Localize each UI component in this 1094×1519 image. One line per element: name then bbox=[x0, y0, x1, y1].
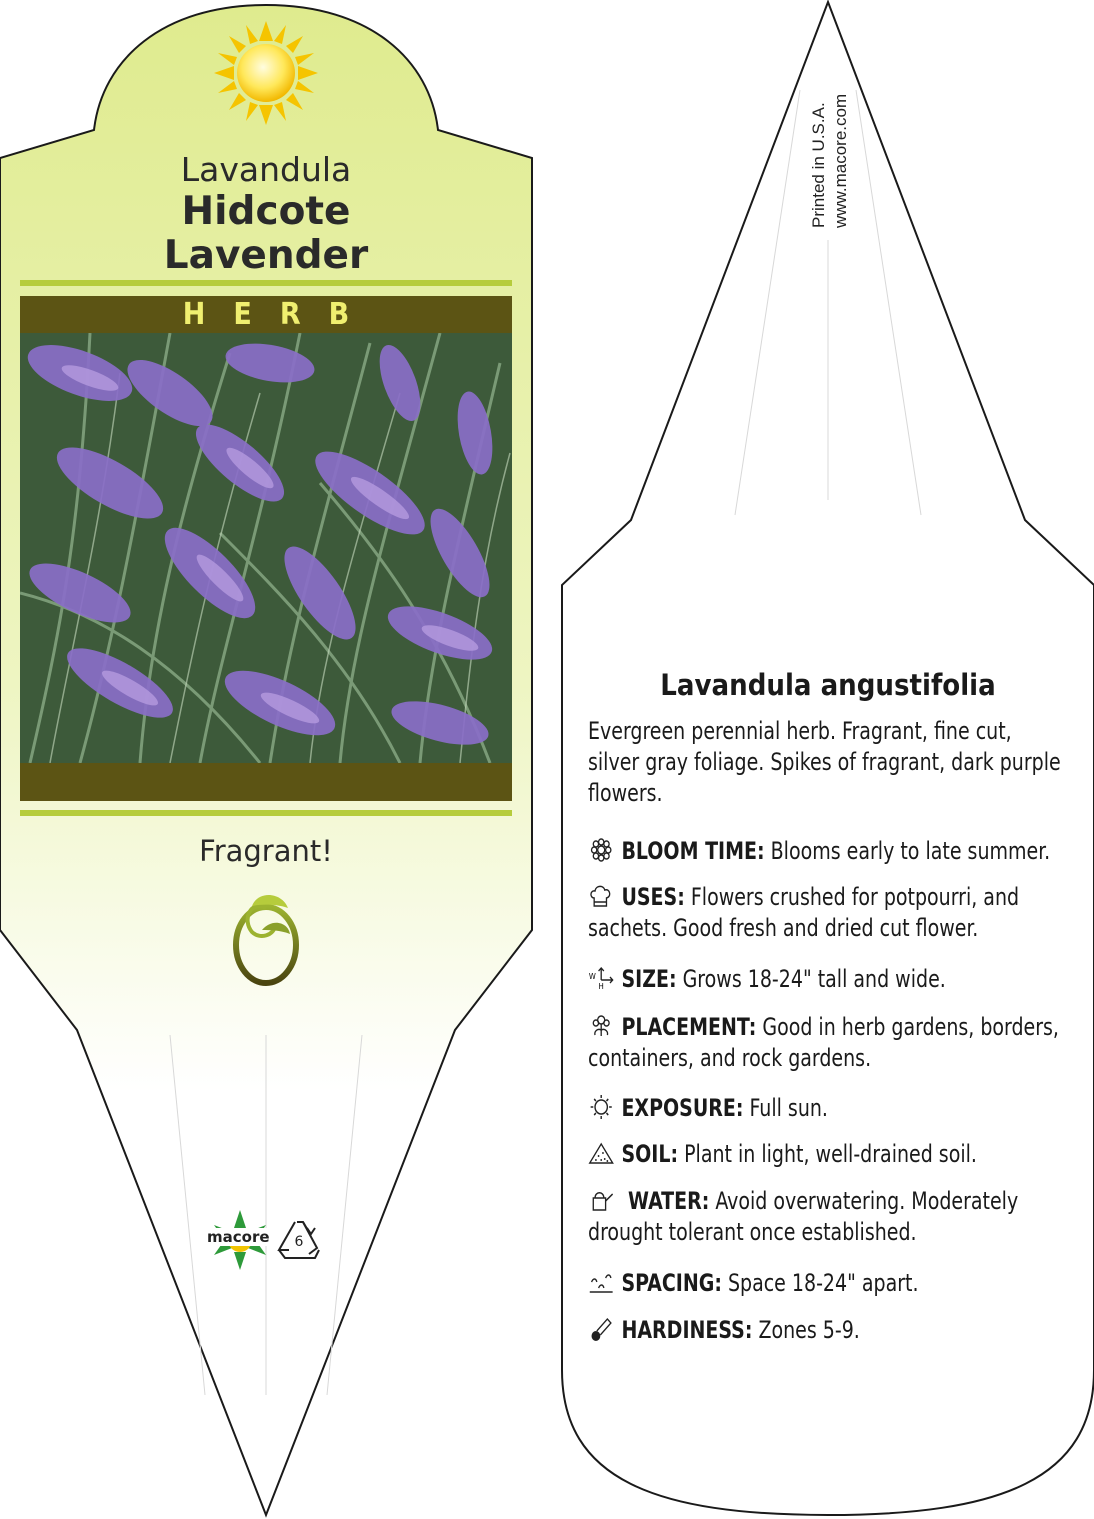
plant-placement-icon bbox=[588, 1014, 614, 1038]
size-text: Grows 18-24" tall and wide. bbox=[676, 965, 946, 993]
water-label: WATER: bbox=[621, 1187, 710, 1215]
common-name bbox=[20, 190, 512, 278]
thermometer-icon bbox=[588, 1317, 614, 1341]
hardiness-row bbox=[588, 1315, 1061, 1346]
printed-in: Printed in U.S.A. bbox=[809, 102, 828, 228]
sun-icon bbox=[214, 21, 318, 125]
size-row bbox=[588, 964, 1061, 995]
lavender-photo bbox=[20, 333, 512, 763]
hardiness-label: HARDINESS: bbox=[621, 1316, 753, 1344]
genus-name: Lavandula bbox=[180, 150, 352, 189]
bloom-time-row bbox=[588, 836, 1061, 867]
photo-bottom-band bbox=[20, 763, 512, 801]
soil-pile-icon bbox=[588, 1141, 614, 1165]
placement-text: Good in herb gardens, borders, containers, and rock gardens. bbox=[588, 1013, 1059, 1072]
accent-line-bottom bbox=[20, 810, 512, 816]
flower-icon bbox=[588, 838, 614, 862]
plant-description: Evergreen perennial herb. Fragrant, fine cut, silver gray foliage. Spikes of fragrant, dark purple flowers. bbox=[588, 717, 1061, 807]
size-arrows-icon bbox=[588, 966, 614, 990]
brand-name: macore bbox=[207, 1228, 270, 1246]
soil-text: Plant in light, well-drained soil. bbox=[678, 1140, 977, 1168]
bloom-time-text: Blooms early to late summer. bbox=[764, 837, 1051, 865]
uses-label: USES: bbox=[621, 883, 685, 911]
water-row bbox=[588, 1186, 1061, 1248]
tagline: Fragrant! bbox=[199, 834, 333, 868]
exposure-text: Full sun. bbox=[743, 1094, 828, 1122]
chef-hat-icon bbox=[588, 884, 614, 908]
common-name-line1: Hidcote bbox=[181, 189, 351, 234]
soil-label: SOIL: bbox=[621, 1140, 679, 1168]
placement-label: PLACEMENT: bbox=[621, 1013, 757, 1041]
spacing-plants-icon bbox=[588, 1270, 614, 1294]
watering-can-icon bbox=[588, 1188, 614, 1212]
size-icon-w: W bbox=[588, 971, 596, 982]
sun-outline-icon bbox=[588, 1095, 614, 1119]
printing-info bbox=[808, 28, 868, 228]
bloom-time-label: BLOOM TIME: bbox=[621, 837, 765, 865]
spacing-text: Space 18-24" apart. bbox=[721, 1269, 919, 1297]
water-text: Avoid overwatering. Moderately drought tolerant once established. bbox=[588, 1187, 1019, 1246]
size-label: SIZE: bbox=[621, 965, 677, 993]
size-icon-h: H bbox=[598, 981, 604, 990]
exposure-row bbox=[588, 1093, 1061, 1124]
accent-line-top bbox=[20, 280, 512, 286]
exposure-label: EXPOSURE: bbox=[621, 1094, 744, 1122]
uses-row bbox=[588, 882, 1061, 944]
common-name-line2: Lavender bbox=[163, 233, 369, 278]
botanical-name: Lavandula angustifolia bbox=[660, 668, 996, 702]
website: www.macore.com bbox=[831, 93, 850, 228]
spacing-row bbox=[588, 1268, 1061, 1299]
soil-row bbox=[588, 1139, 1061, 1170]
category-label: HERB bbox=[182, 297, 378, 332]
lavender-photo-art bbox=[20, 333, 512, 763]
hardiness-text: Zones 5-9. bbox=[752, 1316, 860, 1344]
recycle-code: 6 bbox=[294, 1234, 304, 1250]
placement-row bbox=[588, 1012, 1061, 1074]
spacing-label: SPACING: bbox=[621, 1269, 722, 1297]
uses-text: Flowers crushed for potpourri, and sachets. Good fresh and dried cut flower. bbox=[588, 883, 1020, 942]
